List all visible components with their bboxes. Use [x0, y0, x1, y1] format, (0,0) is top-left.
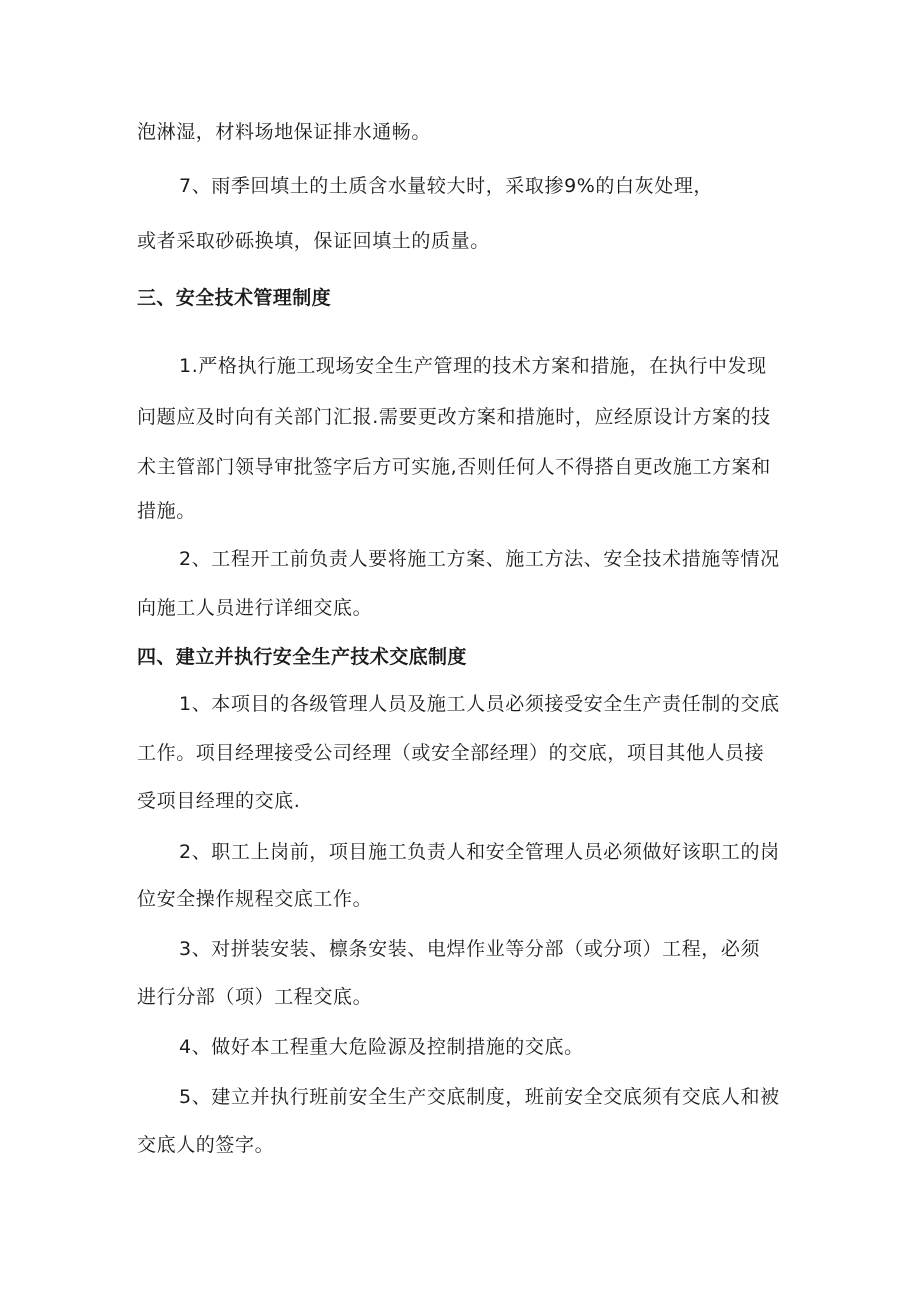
paragraph-line: 3、对拼装安装、檩条安装、电焊作业等分部（或分项）工程，必须: [179, 938, 761, 960]
paragraph-line: 交底人的签字。: [137, 1134, 275, 1156]
section-heading: 三、安全技术管理制度: [137, 287, 332, 309]
paragraph-line: 受项目经理的交底.: [137, 790, 301, 812]
paragraph-line: 位安全操作规程交底工作。: [137, 888, 373, 910]
paragraph-line: 向施工人员进行详细交底。: [137, 597, 373, 619]
paragraph-line: 1.严格执行施工现场安全生产管理的技术方案和措施，在执行中发现: [179, 355, 767, 377]
paragraph-line: 工作。项目经理接受公司经理（或安全部经理）的交底，项目其他人员接: [137, 742, 765, 764]
paragraph-line: 或者采取砂砾换填，保证回填土的质量。: [137, 230, 490, 252]
paragraph-line: 4、做好本工程重大危险源及控制措施的交底。: [179, 1036, 584, 1058]
paragraph-line: 进行分部（项）工程交底。: [137, 986, 373, 1008]
section-heading: 四、建立并执行安全生产技术交底制度: [137, 646, 467, 668]
paragraph-line: 2、工程开工前负责人要将施工方案、施工方法、安全技术措施等情况: [179, 548, 780, 570]
paragraph-line: 措施。: [137, 500, 196, 522]
paragraph-line: 术主管部门领导审批签字后方可实施,否则任何人不得搭自更改施工方案和: [137, 456, 771, 478]
paragraph-line: 5、建立并执行班前安全生产交底制度，班前安全交底须有交底人和被: [179, 1086, 780, 1108]
paragraph-line: 7、雨季回填土的土质含水量较大时，采取掺9%的白灰处理，: [179, 175, 714, 197]
paragraph-line: 1、本项目的各级管理人员及施工人员必须接受安全生产责任制的交底: [179, 693, 780, 715]
paragraph-line: 泡淋湿，材料场地保证排水通畅。: [137, 121, 432, 143]
paragraph-line: 2、职工上岗前，项目施工负责人和安全管理人员必须做好该职工的岗: [179, 841, 780, 863]
paragraph-line: 问题应及时向有关部门汇报.需要更改方案和措施时，应经原设计方案的技: [137, 406, 771, 428]
